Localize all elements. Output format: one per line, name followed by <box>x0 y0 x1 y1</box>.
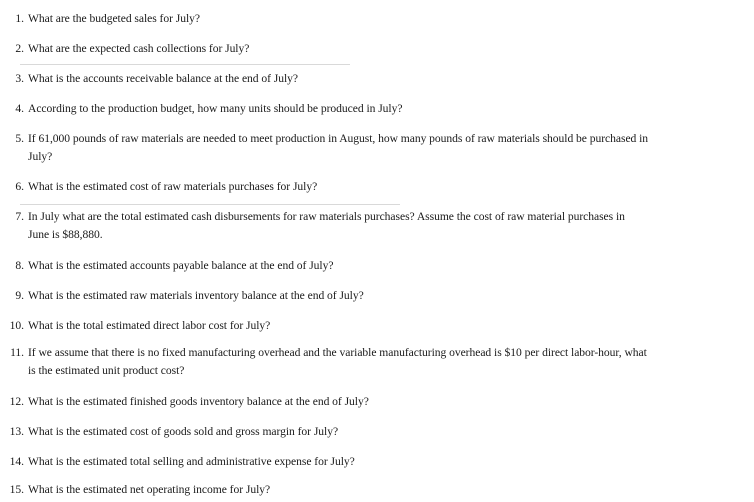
question-text: According to the production budget, how many units should be produced in July? <box>28 102 403 115</box>
question-text: What is the estimated total selling and administrative expense for July? <box>28 455 355 468</box>
question-text: What is the estimated cost of goods sold and gross margin for July? <box>28 425 339 438</box>
question-text: What is the estimated raw materials inventory balance at the end of July? <box>28 289 364 302</box>
question-number: 3. <box>15 72 24 85</box>
question-number: 7. <box>15 210 24 223</box>
question-text: What is the total estimated direct labor cost for July? <box>28 319 271 332</box>
question-text: What are the budgeted sales for July? <box>28 12 200 25</box>
question-number: 9. <box>15 289 24 302</box>
question-text: What is the estimated accounts payable balance at the end of July? <box>28 259 334 272</box>
question-text-continued: is the estimated unit product cost? <box>28 364 185 377</box>
question-number: 13. <box>9 425 24 438</box>
question-text: If 61,000 pounds of raw materials are needed to meet production in August, how many pounds of raw materials should be purchased in <box>28 132 649 145</box>
question-number: 4. <box>15 102 24 115</box>
question-number: 11. <box>10 346 24 359</box>
question-number: 10. <box>9 319 24 332</box>
question-text-continued: June is $88,880. <box>28 228 103 241</box>
question-number: 5. <box>15 132 24 145</box>
question-number: 1. <box>15 12 24 25</box>
question-number: 2. <box>15 42 24 55</box>
question-number: 8. <box>15 259 24 272</box>
question-text: What is the estimated cost of raw materials purchases for July? <box>28 180 318 193</box>
question-text: What are the expected cash collections for July? <box>28 42 250 55</box>
question-text: What is the accounts receivable balance at the end of July? <box>28 72 299 85</box>
divider <box>20 204 400 205</box>
question-number: 14. <box>9 455 24 468</box>
question-text-continued: July? <box>28 150 53 163</box>
question-number: 15. <box>9 483 24 496</box>
question-number: 12. <box>9 395 24 408</box>
question-text: If we assume that there is no fixed manufacturing overhead and the variable manufacturing overhead is $10 per direct labor-hour, what <box>28 346 647 359</box>
question-text: In July what are the total estimated cash disbursements for raw materials purchases? Assume the cost of raw material purchases in <box>28 210 625 223</box>
question-text: What is the estimated finished goods inventory balance at the end of July? <box>28 395 369 408</box>
divider <box>20 64 350 65</box>
question-text: What is the estimated net operating income for July? <box>28 483 271 496</box>
question-number: 6. <box>15 180 24 193</box>
